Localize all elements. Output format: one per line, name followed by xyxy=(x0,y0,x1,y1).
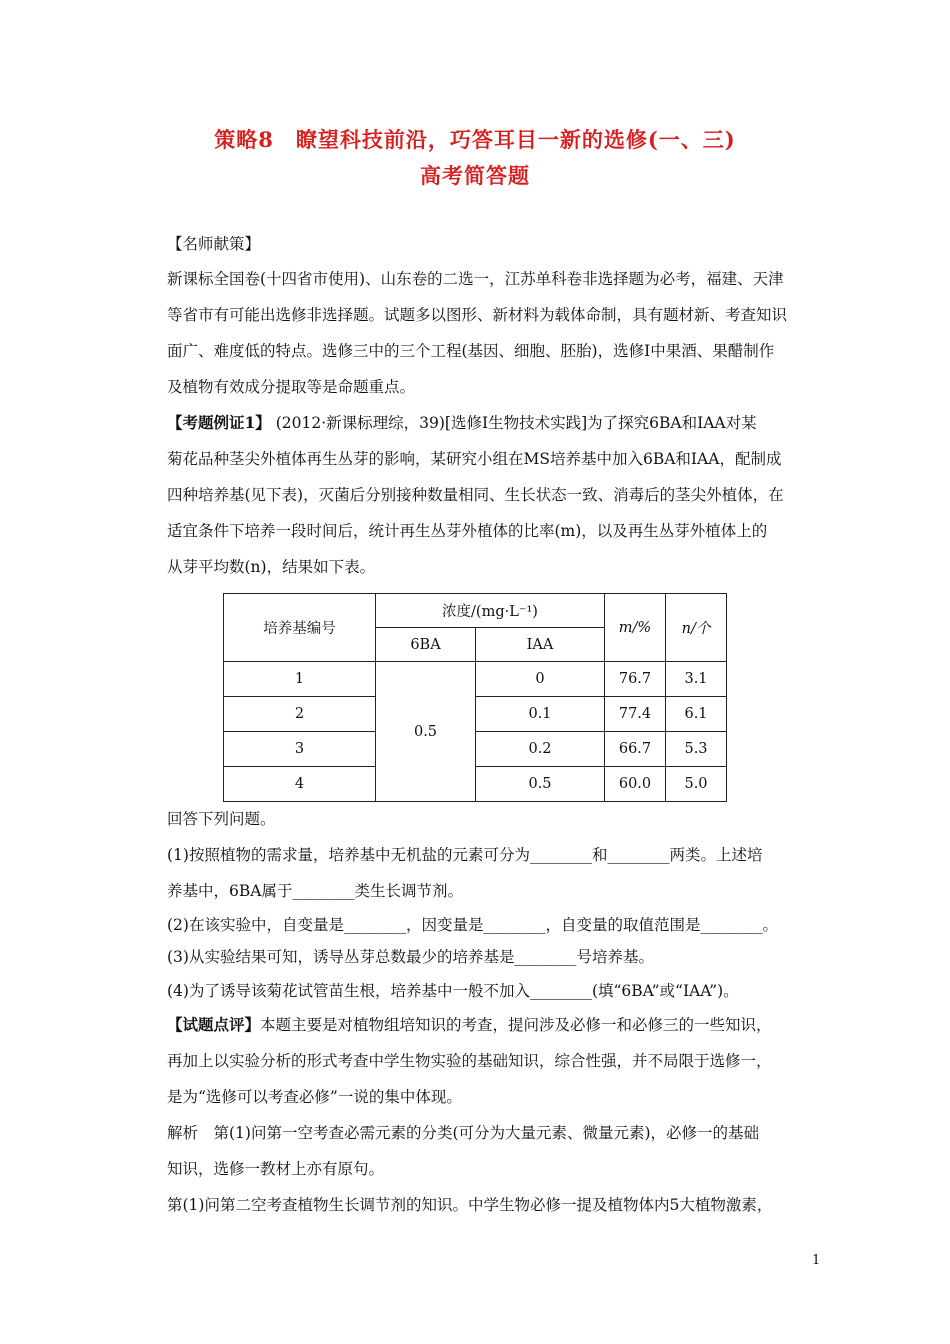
review-label: 【试题点评】 xyxy=(167,1015,261,1034)
analysis-line: 第(1)问第二空考查植物生长调节剂的知识。中学生物必修一提及植物体内5大植物激素， xyxy=(167,1196,773,1214)
question-4: (4)为了诱导该菊花试管苗生根，培养基中一般不加入________(填“6BA”或“IAA”)。 xyxy=(167,982,739,1000)
cell-medium-id: 4 xyxy=(224,767,376,802)
cell-medium-id: 1 xyxy=(224,662,376,697)
example-line: 从芽平均数(n)，结果如下表。 xyxy=(167,558,376,576)
page-title-line-2: 高考简答题 xyxy=(420,163,530,188)
header-m: m/% xyxy=(605,594,666,662)
example-line: 菊花品种茎尖外植体再生丛芽的影响，某研究小组在MS培养基中加入6BA和IAA，配制成 xyxy=(167,450,782,468)
teacher-section-line: 等省市有可能出选修非选择题。试题多以图形、新材料为载体命制，具有题材新、考查知识 xyxy=(167,306,788,324)
question-3: (3)从实验结果可知，诱导丛芽总数最少的培养基是________号培养基。 xyxy=(167,948,654,966)
teacher-section-line: 面广、难度低的特点。选修三中的三个工程(基因、细胞、胚胎)，选修Ⅰ中果酒、果醋制作 xyxy=(167,342,775,360)
cell-m: 77.4 xyxy=(605,697,666,732)
header-concentration: 浓度/(mg·L⁻¹) xyxy=(376,594,605,628)
analysis-line: 解析 第(1)问第一空考查必需元素的分类(可分为大量元素、微量元素)，必修一的基础 xyxy=(167,1124,760,1142)
example-line: 四种培养基(见下表)，灭菌后分别接种数量相同、生长状态一致、消毒后的茎尖外植体，在 xyxy=(167,486,784,504)
cell-iaa: 0.1 xyxy=(476,697,605,732)
header-iaa: IAA xyxy=(476,628,605,662)
cell-n: 5.0 xyxy=(666,767,727,802)
cell-m: 60.0 xyxy=(605,767,666,802)
teacher-section-line: 及植物有效成分提取等是命题重点。 xyxy=(167,378,416,396)
page-title-line-1: 策略8 瞭望科技前沿，巧答耳目一新的选修(一、三) xyxy=(214,127,736,152)
table-row xyxy=(224,662,727,697)
results-table xyxy=(223,593,727,802)
teacher-section-line: 新课标全国卷(十四省市使用)、山东卷的二选一，江苏单科卷非选择题为必考，福建、天津 xyxy=(167,270,784,288)
review-line: 是为“选修可以考查必修”一说的集中体现。 xyxy=(167,1088,462,1106)
table-row xyxy=(224,697,727,732)
cell-m: 66.7 xyxy=(605,732,666,767)
cell-medium-id: 2 xyxy=(224,697,376,732)
cell-iaa: 0.2 xyxy=(476,732,605,767)
question-2: (2)在该实验中，自变量是________，因变量是________，自变量的取值范围是________。 xyxy=(167,916,778,934)
questions-intro: 回答下列问题。 xyxy=(167,810,276,828)
cell-medium-id: 3 xyxy=(224,732,376,767)
example-intro-text: (2012·新课标理综，39)[选修Ⅰ生物技术实践]为了探究6BA和IAA对某 xyxy=(270,414,757,432)
cell-6ba-value: 0.5 xyxy=(376,662,476,802)
review-intro-text: 本题主要是对植物组培知识的考查，提问涉及必修一和必修三的一些知识， xyxy=(260,1016,772,1034)
analysis-line: 知识，选修一教材上亦有原句。 xyxy=(167,1160,385,1178)
cell-n: 3.1 xyxy=(666,662,727,697)
header-n: n/个 xyxy=(666,594,727,662)
example-line: 适宜条件下培养一段时间后，统计再生丛芽外植体的比率(m)，以及再生丛芽外植体上的 xyxy=(167,522,768,540)
example-line xyxy=(167,412,817,434)
question-1-line: (1)按照植物的需求量，培养基中无机盐的元素可分为________和________两类。上述培 xyxy=(167,846,763,864)
review-line xyxy=(167,1014,817,1036)
page-number: 1 xyxy=(812,1253,821,1268)
table-row xyxy=(224,732,727,767)
cell-n: 6.1 xyxy=(666,697,727,732)
header-6ba: 6BA xyxy=(376,628,476,662)
cell-iaa: 0.5 xyxy=(476,767,605,802)
cell-iaa: 0 xyxy=(476,662,605,697)
cell-m: 76.7 xyxy=(605,662,666,697)
header-medium-id: 培养基编号 xyxy=(224,594,376,662)
example-label: 【考题例证1】 xyxy=(167,413,271,432)
table-row xyxy=(224,767,727,802)
question-1-line: 养基中，6BA属于________类生长调节剂。 xyxy=(167,882,463,900)
cell-n: 5.3 xyxy=(666,732,727,767)
review-line: 再加上以实验分析的形式考查中学生物实验的基础知识，综合性强，并不局限于选修一， xyxy=(167,1052,772,1070)
teacher-section-heading: 【名师献策】 xyxy=(167,235,261,253)
